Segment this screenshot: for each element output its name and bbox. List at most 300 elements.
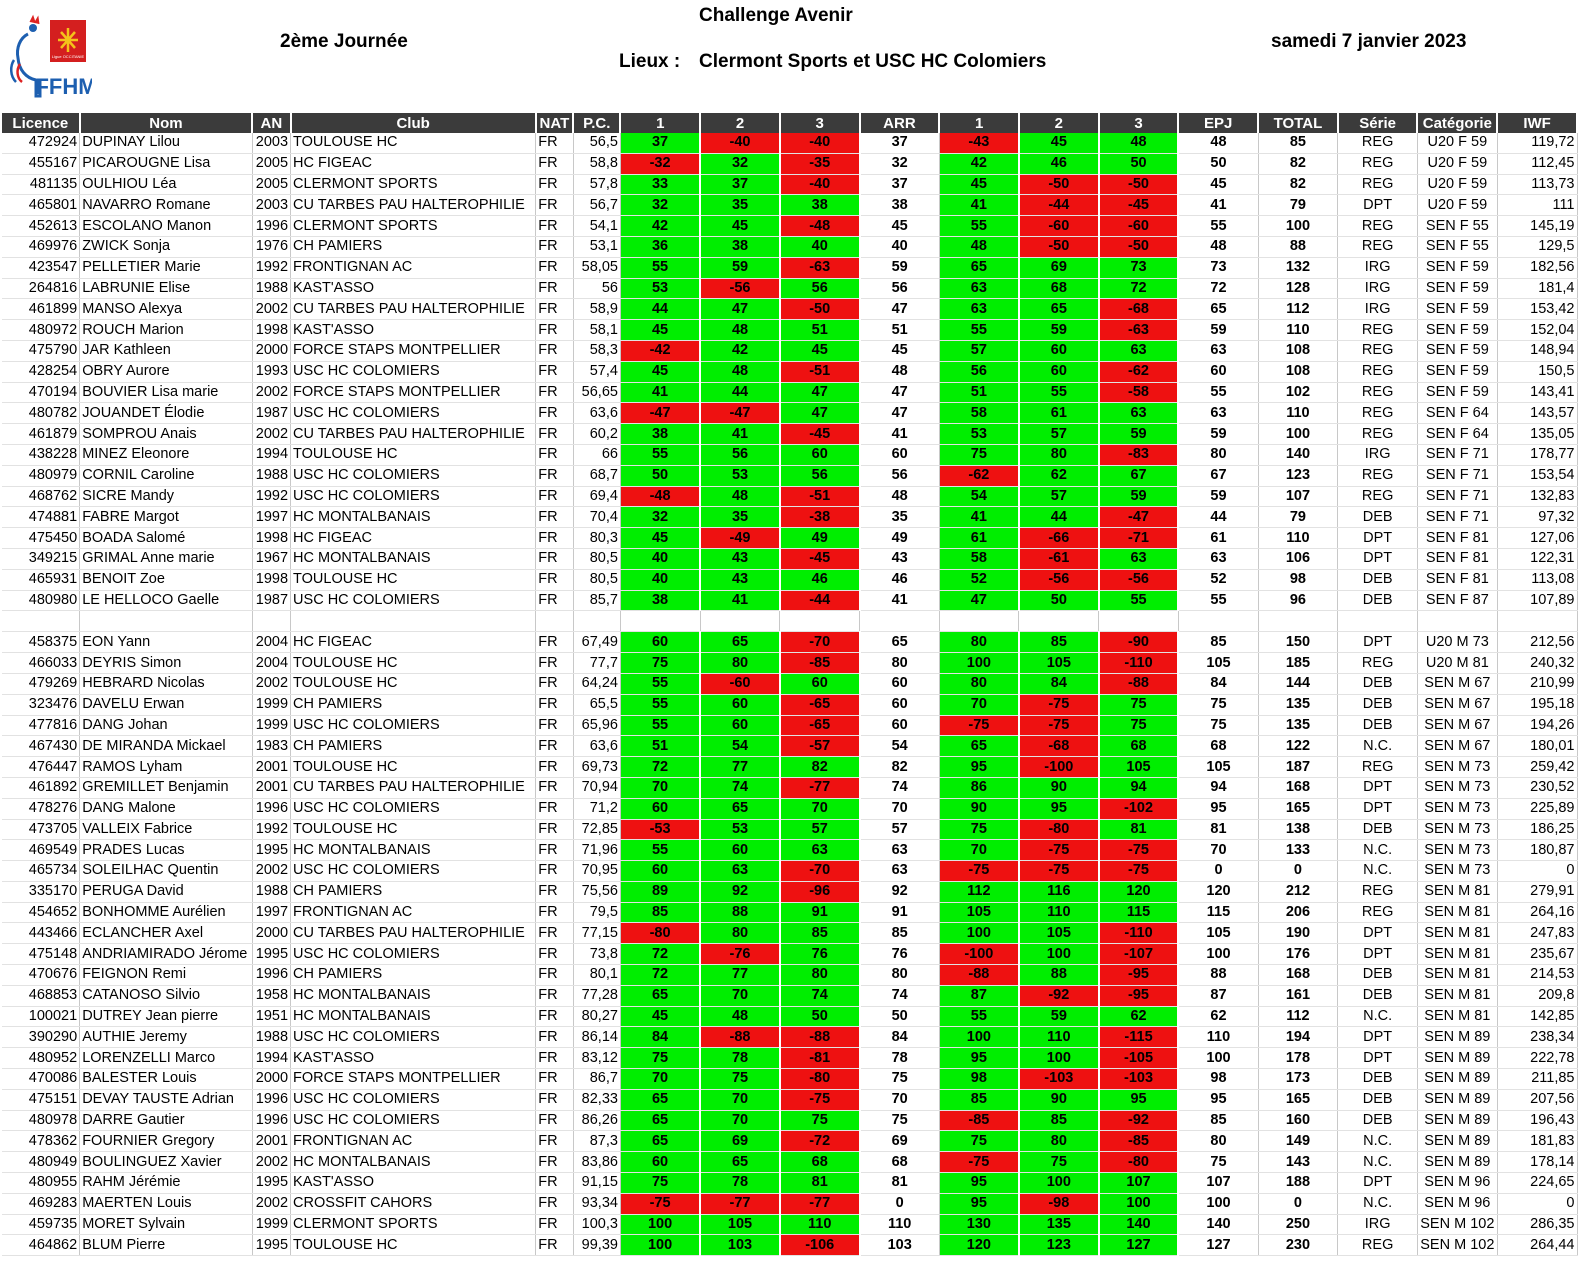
cell-snatch-3: -77 <box>780 1193 860 1214</box>
cell-licence: 480978 <box>2 1110 80 1131</box>
cell-snatch-2: 80 <box>700 923 780 944</box>
cell-iwf: 212,56 <box>1497 632 1577 653</box>
cell-nom: SOMPROU Anais <box>80 424 253 445</box>
cell-total: 165 <box>1258 1089 1338 1110</box>
cell-arr: 54 <box>860 736 940 757</box>
cell-nom: JOUANDET Élodie <box>80 403 253 424</box>
cell-an: 2002 <box>252 424 290 445</box>
cell-epj: 75 <box>1178 694 1258 715</box>
cell-nom: DEYRIS Simon <box>80 653 253 674</box>
cell-club: FORCE STAPS MONTPELLIER <box>291 382 536 403</box>
cell-snatch-3: 74 <box>780 985 860 1006</box>
cell-total: 132 <box>1258 257 1338 278</box>
cell-snatch-1: -47 <box>620 403 700 424</box>
cell-an: 1988 <box>252 278 290 299</box>
cell-club: CH PAMIERS <box>291 965 536 986</box>
cell-club: FRONTIGNAN AC <box>291 902 536 923</box>
cell-an: 1996 <box>252 216 290 237</box>
cell-categorie: SEN F 55 <box>1417 216 1497 237</box>
cell-cj-2: 57 <box>1019 424 1099 445</box>
cell-snatch-3: 51 <box>780 320 860 341</box>
table-row <box>2 278 1577 299</box>
cell-nat: FR <box>536 403 573 424</box>
cell-cj-3: 59 <box>1099 424 1179 445</box>
cell-nom: ANDRIAMIRADO Jérome <box>80 944 253 965</box>
cell-snatch-1: 65 <box>620 1110 700 1131</box>
cell-licence: 452613 <box>2 216 80 237</box>
cell-snatch-2: 35 <box>700 507 780 528</box>
cell-categorie: SEN M 89 <box>1417 1110 1497 1131</box>
cell-arr: 60 <box>860 673 940 694</box>
cell-cj-2: -100 <box>1019 757 1099 778</box>
cell-pc: 75,56 <box>573 881 620 902</box>
cell-nom: FOURNIER Gregory <box>80 1131 253 1152</box>
cell-total: 102 <box>1258 382 1338 403</box>
cell-snatch-1: 38 <box>620 590 700 611</box>
cell-club: CLERMONT SPORTS <box>291 216 536 237</box>
cell-arr: 56 <box>860 465 940 486</box>
cell-total: 122 <box>1258 736 1338 757</box>
cell-licence: 476447 <box>2 757 80 778</box>
cell-snatch-3: -80 <box>780 1069 860 1090</box>
table-row <box>2 965 1577 986</box>
cell-epj: 55 <box>1178 590 1258 611</box>
cell-arr: 41 <box>860 424 940 445</box>
cell-pc: 72,85 <box>573 819 620 840</box>
cell-club: TOULOUSE HC <box>291 569 536 590</box>
cell-pc: 70,4 <box>573 507 620 528</box>
cell-nat: FR <box>536 278 573 299</box>
cell-snatch-2: 60 <box>700 694 780 715</box>
cell-snatch-2: 48 <box>700 361 780 382</box>
lieux-label: Lieux : <box>619 51 681 72</box>
cell-pc: 71,2 <box>573 798 620 819</box>
cell-cj-3: -88 <box>1099 673 1179 694</box>
cell-serie: REG <box>1338 653 1418 674</box>
cell-serie: DPT <box>1338 798 1418 819</box>
table-row <box>2 881 1577 902</box>
cell-licence: 467430 <box>2 736 80 757</box>
cell-pc: 70,94 <box>573 777 620 798</box>
cell-pc: 60,2 <box>573 424 620 445</box>
cell-pc: 77,7 <box>573 653 620 674</box>
cell-snatch-1: 65 <box>620 1089 700 1110</box>
cell-club: FRONTIGNAN AC <box>291 1131 536 1152</box>
cell-cj-1: 95 <box>939 1173 1019 1194</box>
col-an: AN <box>252 113 290 133</box>
cell-iwf: 113,08 <box>1497 569 1577 590</box>
cell-snatch-1: 45 <box>620 361 700 382</box>
cell-categorie: SEN F 64 <box>1417 403 1497 424</box>
cell-epj: 62 <box>1178 1006 1258 1027</box>
cell-an: 2003 <box>252 133 290 153</box>
cell-epj: 48 <box>1178 236 1258 257</box>
cell-snatch-2: -88 <box>700 1027 780 1048</box>
cell-an: 1995 <box>252 944 290 965</box>
cell-cj-3: -110 <box>1099 653 1179 674</box>
cell-cj-1: 58 <box>939 548 1019 569</box>
cell-epj: 59 <box>1178 320 1258 341</box>
col-categorie: Catégorie <box>1417 113 1497 133</box>
cell-cj-3: -58 <box>1099 382 1179 403</box>
cell-nom: DANG Malone <box>80 798 253 819</box>
cell-cj-3: 59 <box>1099 486 1179 507</box>
cell-cj-2: 59 <box>1019 320 1099 341</box>
cell-snatch-1: 45 <box>620 1006 700 1027</box>
cell-arr: 63 <box>860 840 940 861</box>
cell-nat: FR <box>536 1173 573 1194</box>
cell-iwf: 178,77 <box>1497 444 1577 465</box>
cell-cj-2: -61 <box>1019 548 1099 569</box>
cell-cj-1: 75 <box>939 1131 1019 1152</box>
cell-serie: REG <box>1338 320 1418 341</box>
empty-cell <box>1417 611 1497 632</box>
cell-snatch-3: -40 <box>780 133 860 153</box>
cell-an: 2000 <box>252 340 290 361</box>
cell-iwf: 279,91 <box>1497 881 1577 902</box>
table-row <box>2 153 1577 174</box>
cell-licence: 468853 <box>2 985 80 1006</box>
cell-iwf: 127,06 <box>1497 528 1577 549</box>
cell-snatch-1: 53 <box>620 278 700 299</box>
cell-an: 1988 <box>252 1027 290 1048</box>
cell-total: 173 <box>1258 1069 1338 1090</box>
cell-cj-2: 45 <box>1019 133 1099 153</box>
cell-licence: 466033 <box>2 653 80 674</box>
cell-serie: DPT <box>1338 1027 1418 1048</box>
cell-categorie: SEN M 89 <box>1417 1131 1497 1152</box>
cell-nat: FR <box>536 1152 573 1173</box>
cell-snatch-1: 50 <box>620 465 700 486</box>
cell-pc: 86,26 <box>573 1110 620 1131</box>
journee-label: 2ème Journée <box>280 31 408 52</box>
cell-cj-1: 120 <box>939 1235 1019 1256</box>
cell-club: USC HC COLOMIERS <box>291 1027 536 1048</box>
cell-epj: 41 <box>1178 195 1258 216</box>
cell-an: 1951 <box>252 1006 290 1027</box>
cell-licence: 465931 <box>2 569 80 590</box>
cell-licence: 461892 <box>2 777 80 798</box>
cell-snatch-1: 42 <box>620 216 700 237</box>
cell-serie: REG <box>1338 1235 1418 1256</box>
cell-total: 168 <box>1258 965 1338 986</box>
empty-cell <box>536 611 573 632</box>
col-licence: Licence <box>2 113 80 133</box>
cell-total: 165 <box>1258 798 1338 819</box>
cell-licence: 480972 <box>2 320 80 341</box>
cell-nat: FR <box>536 1110 573 1131</box>
cell-club: FORCE STAPS MONTPELLIER <box>291 1069 536 1090</box>
cell-snatch-3: -85 <box>780 653 860 674</box>
cell-licence: 480980 <box>2 590 80 611</box>
cell-total: 190 <box>1258 923 1338 944</box>
cell-cj-3: -45 <box>1099 195 1179 216</box>
table-row <box>2 236 1577 257</box>
cell-epj: 81 <box>1178 819 1258 840</box>
cell-snatch-3: 110 <box>780 1214 860 1235</box>
cell-snatch-1: 40 <box>620 548 700 569</box>
cell-an: 1996 <box>252 965 290 986</box>
cell-cj-1: 80 <box>939 632 1019 653</box>
cell-epj: 84 <box>1178 673 1258 694</box>
cell-an: 1998 <box>252 569 290 590</box>
cell-serie: REG <box>1338 216 1418 237</box>
table-row <box>2 715 1577 736</box>
cell-snatch-3: -72 <box>780 1131 860 1152</box>
cell-snatch-1: 75 <box>620 1048 700 1069</box>
cell-an: 2002 <box>252 1193 290 1214</box>
cell-snatch-2: 74 <box>700 777 780 798</box>
cell-nom: LORENZELLI Marco <box>80 1048 253 1069</box>
cell-epj: 127 <box>1178 1235 1258 1256</box>
cell-snatch-3: -65 <box>780 694 860 715</box>
cell-snatch-1: 45 <box>620 528 700 549</box>
cell-serie: REG <box>1338 902 1418 923</box>
cell-pc: 64,24 <box>573 673 620 694</box>
cell-an: 1994 <box>252 444 290 465</box>
cell-pc: 58,3 <box>573 340 620 361</box>
cell-serie: REG <box>1338 133 1418 153</box>
cell-categorie: SEN M 81 <box>1417 965 1497 986</box>
cell-club: USC HC COLOMIERS <box>291 798 536 819</box>
cell-an: 1999 <box>252 715 290 736</box>
cell-cj-1: 90 <box>939 798 1019 819</box>
cell-licence: 475151 <box>2 1089 80 1110</box>
cell-snatch-1: 55 <box>620 840 700 861</box>
cell-arr: 47 <box>860 382 940 403</box>
cell-iwf: 196,43 <box>1497 1110 1577 1131</box>
cell-licence: 472924 <box>2 133 80 153</box>
cell-pc: 73,8 <box>573 944 620 965</box>
cell-epj: 140 <box>1178 1214 1258 1235</box>
cell-pc: 56 <box>573 278 620 299</box>
cell-cj-1: -43 <box>939 133 1019 153</box>
cell-club: USC HC COLOMIERS <box>291 361 536 382</box>
cell-snatch-2: 37 <box>700 174 780 195</box>
empty-cell <box>573 611 620 632</box>
cell-snatch-2: -56 <box>700 278 780 299</box>
cell-cj-2: 135 <box>1019 1214 1099 1235</box>
cell-categorie: SEN M 73 <box>1417 777 1497 798</box>
cell-snatch-3: -40 <box>780 174 860 195</box>
cell-club: FRONTIGNAN AC <box>291 257 536 278</box>
cell-snatch-3: 85 <box>780 923 860 944</box>
cell-epj: 115 <box>1178 902 1258 923</box>
cell-serie: REG <box>1338 361 1418 382</box>
cell-iwf: 112,45 <box>1497 153 1577 174</box>
cell-nat: FR <box>536 569 573 590</box>
table-row <box>2 861 1577 882</box>
cell-pc: 77,15 <box>573 923 620 944</box>
cell-categorie: U20 F 59 <box>1417 195 1497 216</box>
cell-cj-1: 87 <box>939 985 1019 1006</box>
table-row <box>2 757 1577 778</box>
cell-categorie: SEN M 89 <box>1417 1027 1497 1048</box>
cell-snatch-3: 46 <box>780 569 860 590</box>
cell-snatch-3: 57 <box>780 819 860 840</box>
cell-cj-1: 80 <box>939 673 1019 694</box>
cell-categorie: SEN F 71 <box>1417 486 1497 507</box>
cell-club: TOULOUSE HC <box>291 653 536 674</box>
cell-iwf: 0 <box>1497 861 1577 882</box>
cell-iwf: 259,42 <box>1497 757 1577 778</box>
cell-arr: 37 <box>860 174 940 195</box>
cell-categorie: SEN F 64 <box>1417 424 1497 445</box>
empty-cell <box>939 611 1019 632</box>
cell-iwf: 153,42 <box>1497 299 1577 320</box>
cell-cj-2: 105 <box>1019 653 1099 674</box>
cell-pc: 83,86 <box>573 1152 620 1173</box>
cell-snatch-3: -81 <box>780 1048 860 1069</box>
cell-arr: 47 <box>860 299 940 320</box>
cell-nom: RAMOS Lyham <box>80 757 253 778</box>
cell-serie: DPT <box>1338 195 1418 216</box>
cell-pc: 54,1 <box>573 216 620 237</box>
cell-nat: FR <box>536 257 573 278</box>
cell-an: 1992 <box>252 257 290 278</box>
cell-categorie: SEN M 102 <box>1417 1214 1497 1235</box>
cell-arr: 49 <box>860 528 940 549</box>
cell-nat: FR <box>536 528 573 549</box>
cell-nom: PERUGA David <box>80 881 253 902</box>
cell-snatch-1: 100 <box>620 1235 700 1256</box>
cell-an: 2002 <box>252 382 290 403</box>
cell-epj: 50 <box>1178 153 1258 174</box>
cell-arr: 78 <box>860 1048 940 1069</box>
cell-snatch-3: 81 <box>780 1173 860 1194</box>
cell-snatch-3: 75 <box>780 1110 860 1131</box>
cell-an: 2005 <box>252 153 290 174</box>
cell-snatch-1: 36 <box>620 236 700 257</box>
cell-licence: 455167 <box>2 153 80 174</box>
cell-snatch-3: -65 <box>780 715 860 736</box>
cell-snatch-1: 55 <box>620 444 700 465</box>
cell-total: 185 <box>1258 653 1338 674</box>
cell-licence: 459735 <box>2 1214 80 1235</box>
cell-iwf: 97,32 <box>1497 507 1577 528</box>
table-row <box>2 798 1577 819</box>
table-row <box>2 528 1577 549</box>
cell-club: USC HC COLOMIERS <box>291 465 536 486</box>
cell-epj: 45 <box>1178 174 1258 195</box>
cell-epj: 63 <box>1178 403 1258 424</box>
cell-epj: 94 <box>1178 777 1258 798</box>
cell-serie: DPT <box>1338 528 1418 549</box>
cell-serie: DEB <box>1338 965 1418 986</box>
cell-cj-3: -83 <box>1099 444 1179 465</box>
cell-cj-3: -85 <box>1099 1131 1179 1152</box>
cell-categorie: SEN F 59 <box>1417 361 1497 382</box>
cell-categorie: SEN M 89 <box>1417 1069 1497 1090</box>
cell-an: 2002 <box>252 1152 290 1173</box>
cell-club: HC FIGEAC <box>291 632 536 653</box>
cell-snatch-2: 77 <box>700 757 780 778</box>
table-row <box>2 1069 1577 1090</box>
cell-an: 1995 <box>252 840 290 861</box>
cell-arr: 74 <box>860 777 940 798</box>
cell-an: 1999 <box>252 694 290 715</box>
cell-cj-3: -105 <box>1099 1048 1179 1069</box>
cell-nat: FR <box>536 757 573 778</box>
cell-snatch-3: -38 <box>780 507 860 528</box>
cell-arr: 110 <box>860 1214 940 1235</box>
cell-snatch-1: 72 <box>620 757 700 778</box>
cell-licence: 470086 <box>2 1069 80 1090</box>
cell-an: 2005 <box>252 174 290 195</box>
cell-licence: 480979 <box>2 465 80 486</box>
cell-snatch-1: 40 <box>620 569 700 590</box>
cell-arr: 48 <box>860 486 940 507</box>
cell-cj-1: 42 <box>939 153 1019 174</box>
cell-arr: 43 <box>860 548 940 569</box>
cell-snatch-2: 48 <box>700 1006 780 1027</box>
cell-categorie: SEN M 73 <box>1417 840 1497 861</box>
cell-epj: 75 <box>1178 715 1258 736</box>
cell-cj-3: -110 <box>1099 923 1179 944</box>
cell-cj-2: -75 <box>1019 694 1099 715</box>
cell-iwf: 230,52 <box>1497 777 1577 798</box>
cell-total: 133 <box>1258 840 1338 861</box>
cell-licence: 478362 <box>2 1131 80 1152</box>
cell-nat: FR <box>536 299 573 320</box>
cell-an: 1994 <box>252 1048 290 1069</box>
cell-club: USC HC COLOMIERS <box>291 1089 536 1110</box>
col-cj-3: 3 <box>1099 113 1179 133</box>
cell-an: 1998 <box>252 528 290 549</box>
cell-nat: FR <box>536 861 573 882</box>
cell-licence: 264816 <box>2 278 80 299</box>
cell-cj-3: -95 <box>1099 965 1179 986</box>
cell-pc: 58,05 <box>573 257 620 278</box>
cell-nat: FR <box>536 1131 573 1152</box>
cell-serie: DEB <box>1338 985 1418 1006</box>
cell-an: 1967 <box>252 548 290 569</box>
cell-club: HC MONTALBANAIS <box>291 1006 536 1027</box>
cell-nom: OULHIOU Léa <box>80 174 253 195</box>
cell-total: 135 <box>1258 694 1338 715</box>
cell-snatch-1: 65 <box>620 985 700 1006</box>
cell-cj-2: 61 <box>1019 403 1099 424</box>
cell-cj-1: 130 <box>939 1214 1019 1235</box>
cell-categorie: SEN M 89 <box>1417 1048 1497 1069</box>
cell-cj-3: 115 <box>1099 902 1179 923</box>
cell-serie: DPT <box>1338 944 1418 965</box>
cell-licence: 423547 <box>2 257 80 278</box>
event-date: samedi 7 janvier 2023 <box>1271 31 1467 52</box>
cell-snatch-3: -50 <box>780 299 860 320</box>
table-row <box>2 257 1577 278</box>
cell-pc: 77,28 <box>573 985 620 1006</box>
cell-snatch-1: 55 <box>620 694 700 715</box>
cell-pc: 70,95 <box>573 861 620 882</box>
cell-cj-2: 69 <box>1019 257 1099 278</box>
cell-epj: 105 <box>1178 923 1258 944</box>
cell-cj-3: -107 <box>1099 944 1179 965</box>
col-cj-1: 1 <box>939 113 1019 133</box>
cell-an: 1998 <box>252 320 290 341</box>
cell-snatch-1: 72 <box>620 965 700 986</box>
cell-snatch-1: -80 <box>620 923 700 944</box>
cell-nat: FR <box>536 819 573 840</box>
cell-cj-3: -75 <box>1099 840 1179 861</box>
cell-cj-1: 100 <box>939 923 1019 944</box>
cell-epj: 98 <box>1178 1069 1258 1090</box>
cell-iwf: 0 <box>1497 1193 1577 1214</box>
table-row <box>2 444 1577 465</box>
cell-cj-3: -95 <box>1099 985 1179 1006</box>
cell-cj-2: -103 <box>1019 1069 1099 1090</box>
cell-cj-3: -50 <box>1099 236 1179 257</box>
